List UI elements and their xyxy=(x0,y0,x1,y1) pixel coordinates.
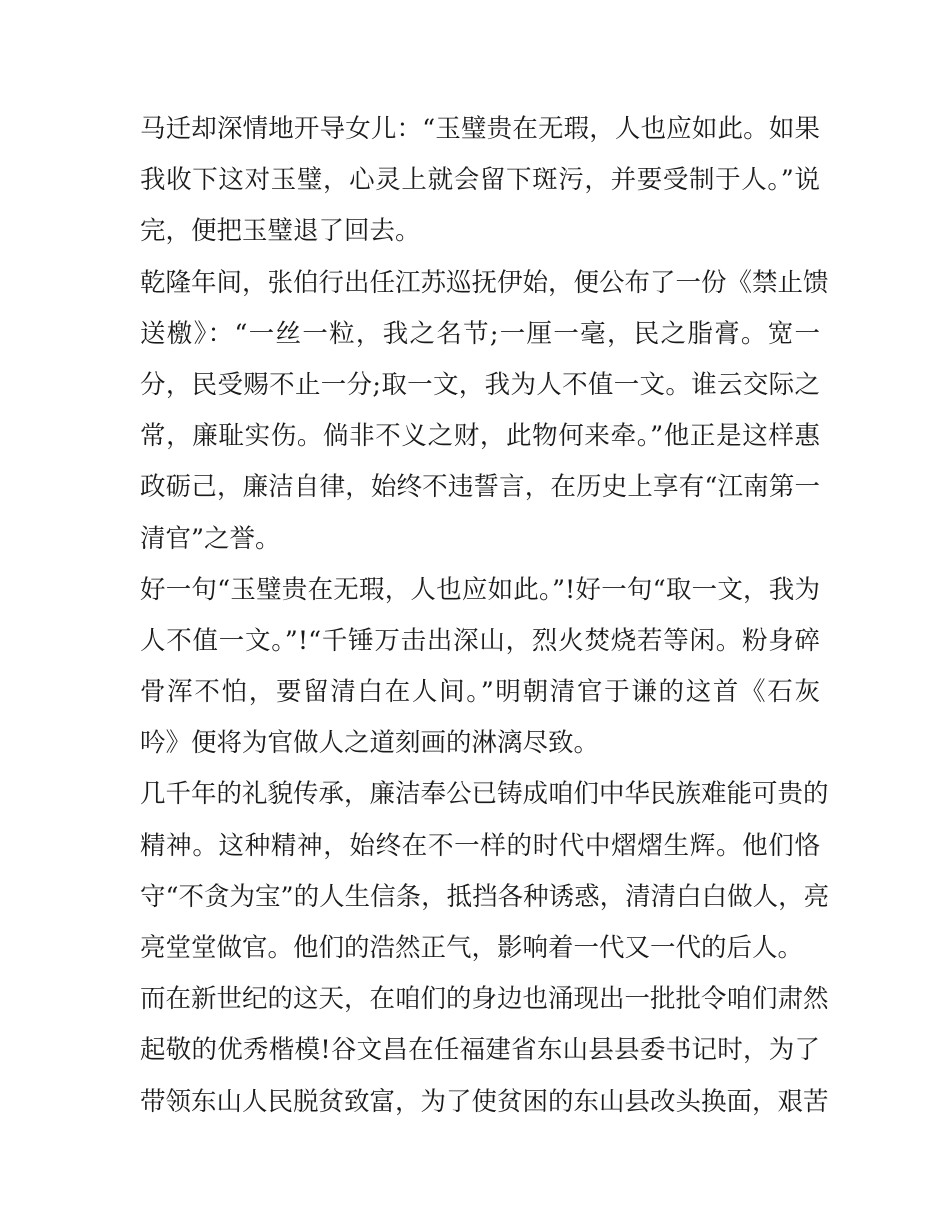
text-line: 骨浑不怕，要留清白在人间。”明朝清官于谦的这首《石灰 xyxy=(140,677,820,708)
text-line: 常，廉耻实伤。倘非不义之财，此物何来牵。”他正是这样惠 xyxy=(140,421,820,452)
text-line: 乾隆年间，张伯行出任江苏巡抚伊始，便公布了一份《禁止馈 xyxy=(140,267,829,298)
text-line: 守“不贪为宝”的人生信条，抵挡各种诱惑，清清白白做人，亮 xyxy=(140,881,830,912)
text-line: 起敬的优秀楷模!谷文昌在任福建省东山县县委书记时，为了 xyxy=(140,1035,820,1066)
text-line: 政砺己，廉洁自律，始终不违誓言，在历史上享有“江南第一 xyxy=(140,472,820,503)
text-line: 送檄》：“一丝一粒，我之名节;一厘一毫，民之脂膏。宽一 xyxy=(140,318,820,349)
paragraph-5 xyxy=(140,974,829,1128)
text-line: 清官”之誉。 xyxy=(140,523,281,554)
text-line: 马迁却深情地开导女儿：“玉璧贵在无瑕，人也应如此。如果 xyxy=(140,114,820,144)
text-line: 精神。这种精神，始终在不一样的时代中熠熠生辉。他们恪 xyxy=(140,830,820,861)
paragraph-1 xyxy=(140,104,820,258)
paragraph-2 xyxy=(140,258,829,565)
text-line: 我收下这对玉璧，心灵上就会留下斑污，并要受制于人。”说 xyxy=(140,165,820,196)
text-line: 几千年的礼貌传承，廉洁奉公已铸成咱们中华民族难能可贵的 xyxy=(140,779,829,810)
paragraph-3 xyxy=(140,565,820,770)
text-line: 好一句“玉璧贵在无瑕，人也应如此。”!好一句“取一文，我为 xyxy=(140,574,820,605)
document-body xyxy=(140,104,830,1128)
paragraph-4 xyxy=(140,769,830,974)
text-line: 而在新世纪的这天，在咱们的身边也涌现出一批批令咱们肃然 xyxy=(140,984,829,1015)
text-line: 带领东山人民脱贫致富，为了使贫困的东山县改头换面，艰苦 xyxy=(140,1086,829,1117)
text-line: 亮堂堂做官。他们的浩然正气，影响着一代又一代的后人。 xyxy=(140,933,804,963)
text-line: 吟》便将为官做人之道刻画的淋漓尽致。 xyxy=(140,728,600,759)
text-line: 人不值一文。”!“千锤万击出深山，烈火焚烧若等闲。粉身碎 xyxy=(140,625,820,656)
text-line: 分，民受赐不止一分;取一文，我为人不值一文。谁云交际之 xyxy=(140,369,820,400)
text-line: 完，便把玉璧退了回去。 xyxy=(140,216,421,247)
